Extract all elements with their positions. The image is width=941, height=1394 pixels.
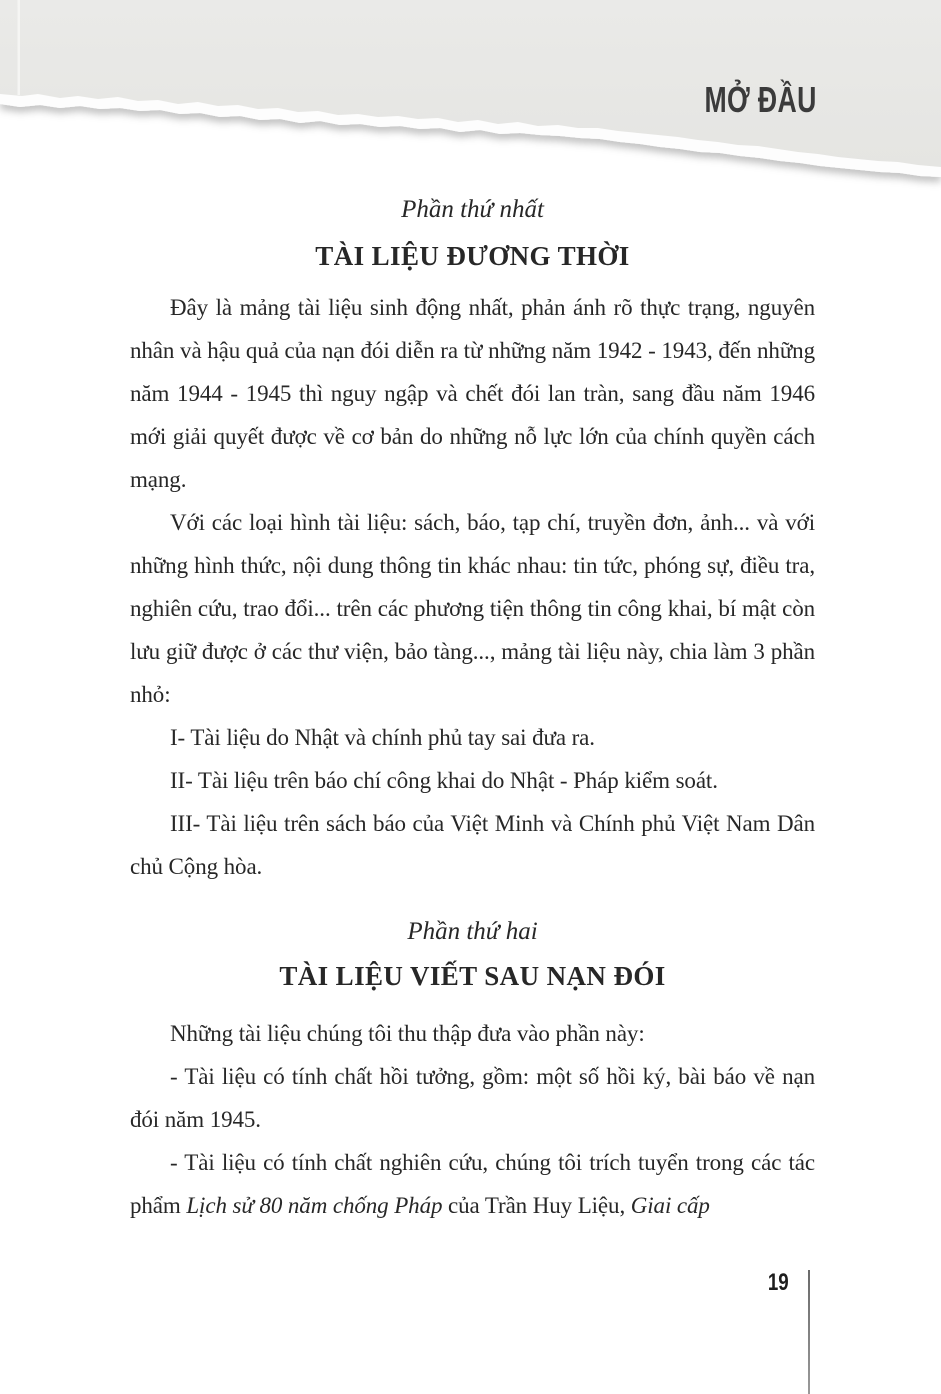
chapter-header-label: MỞ ĐẦU xyxy=(704,79,817,120)
part2-paragraph-3 xyxy=(130,1141,815,1227)
book-title-italic-1: Lịch sử 80 năm chống Pháp xyxy=(186,1193,443,1218)
part2-paragraph-2: - Tài liệu có tính chất hồi tưởng, gồm: một số hồi ký, bài báo về nạn đói năm 1945. xyxy=(130,1064,815,1132)
page-number-rule xyxy=(808,1270,810,1394)
part2-title: TÀI LIỆU VIẾT SAU NẠN ĐÓI xyxy=(279,961,666,991)
part1-paragraph-1: Đây là mảng tài liệu sinh động nhất, phản ánh rõ thực trạng, nguyên nhân và hậu quả của nạn đói diễn ra từ những năm 1942 - 1943, đến những năm 1944 - 1945 thì nguy ngập và chết đói lan tràn, sang đầu năm 1946 mới giải quyết được về cơ bản do những nỗ lực lớn của chính quyền cách mạng. xyxy=(130,295,815,492)
part1-list-item-3: III- Tài liệu trên sách báo của Việt Minh và Chính phủ Việt Nam Dân chủ Cộng hòa. xyxy=(130,811,815,879)
part2-paragraph-1: Những tài liệu chúng tôi thu thập đưa vào phần này: xyxy=(170,1021,645,1046)
torn-paper-header xyxy=(0,0,941,210)
book-title-italic-2: Giai cấp xyxy=(630,1193,710,1218)
part1-list-item-1: I- Tài liệu do Nhật và chính phủ tay sai đưa ra. xyxy=(170,725,595,750)
scan-fold-line xyxy=(18,0,21,95)
part1-paragraph-2: Với các loại hình tài liệu: sách, báo, tạp chí, truyền đơn, ảnh... và với những hình thức, nội dung thông tin khác nhau: tin tức, phóng sự, điều tra, nghiên cứu, trao đổi... trên các phương tiện thông tin công khai, bí mật còn lưu giữ được ở các thư viện, bảo tàng..., mảng tài liệu này, chia làm 3 phần nhỏ: xyxy=(130,510,815,707)
part2-paragraph-3-text: - Tài liệu có tính chất nghiên cứu, chúng tôi trích tuyển trong các tác phẩm xyxy=(130,1150,815,1218)
page-number: 19 xyxy=(768,1269,789,1296)
part2-paragraph-3-mid: của Trần Huy Liệu, xyxy=(442,1193,631,1218)
part1-list-item-2: II- Tài liệu trên báo chí công khai do Nhật - Pháp kiểm soát. xyxy=(170,768,718,793)
part1-title: TÀI LIỆU ĐƯƠNG THỜI xyxy=(315,241,630,271)
part1-kicker: Phần thứ nhất xyxy=(401,196,544,223)
part2-kicker: Phần thứ hai xyxy=(407,918,538,945)
